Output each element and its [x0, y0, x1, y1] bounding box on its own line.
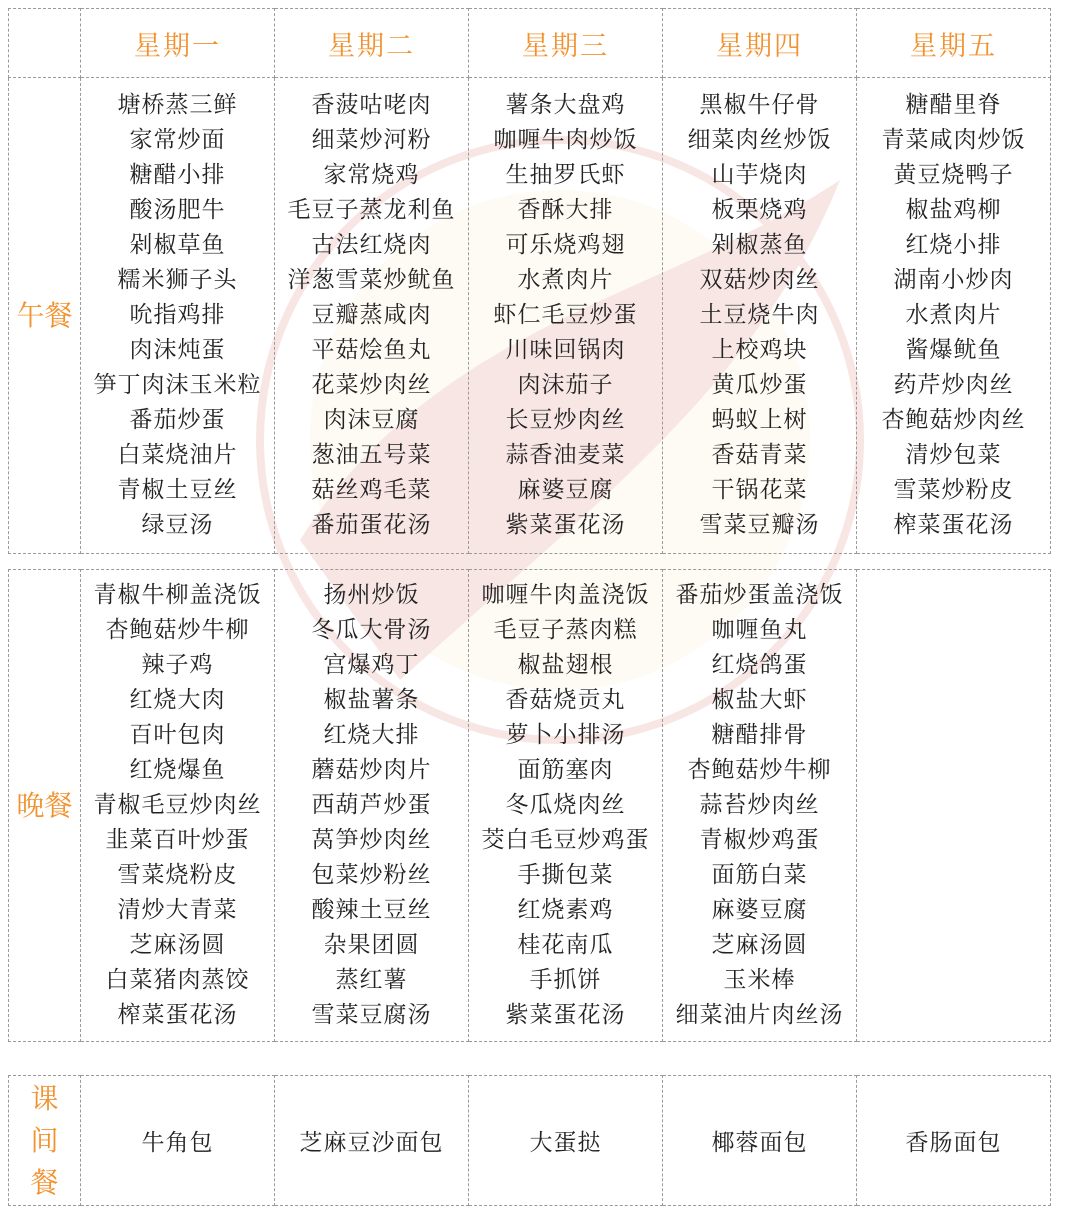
dish-item: 手撕包菜 [517, 862, 614, 888]
dish-item: 肉沫豆腐 [323, 407, 420, 433]
dish-item: 黄瓜炒蛋 [711, 372, 808, 398]
dish-item: 包菜炒粉丝 [311, 862, 432, 888]
dish-item: 芝麻汤圆 [129, 932, 226, 958]
dish-item: 紫菜蛋花汤 [505, 512, 626, 538]
day-header-row [9, 9, 1051, 78]
dish-item: 雪菜豆腐汤 [311, 1002, 432, 1028]
dish-item: 辣子鸡 [141, 652, 214, 678]
dish-item: 花菜炒肉丝 [311, 372, 432, 398]
dish-item: 绿豆汤 [141, 512, 214, 538]
header-corner [9, 9, 81, 78]
dish-item: 手抓饼 [529, 967, 602, 993]
dish-item: 红烧鸽蛋 [711, 652, 808, 678]
dish-item: 黄豆烧鸭子 [893, 162, 1014, 188]
dish-item: 椒盐鸡柳 [905, 197, 1002, 223]
dish-item: 麻婆豆腐 [711, 897, 808, 923]
dish-item: 清炒包菜 [905, 442, 1002, 468]
dish-item: 红烧大肉 [129, 687, 226, 713]
day-header-fri: 星期五 [857, 9, 1051, 78]
dish-item: 红烧小排 [905, 232, 1002, 258]
snack-thu: 椰蓉面包 [663, 1076, 857, 1206]
snack-row [9, 1076, 1051, 1206]
dish-item: 笋丁肉沫玉米粒 [93, 372, 262, 398]
dish-item: 香菇烧贡丸 [505, 687, 626, 713]
dish-item: 平菇烩鱼丸 [311, 337, 432, 363]
dish-item: 细菜油片肉丝汤 [675, 1002, 844, 1028]
lunch-mon [81, 78, 275, 554]
dish-item: 椒盐翅根 [517, 652, 614, 678]
dish-item: 吮指鸡排 [129, 302, 226, 328]
dish-item: 番茄蛋花汤 [311, 512, 432, 538]
dish-item: 双菇炒肉丝 [699, 267, 820, 293]
dish-item: 榨菜蛋花汤 [893, 512, 1014, 538]
dish-item: 可乐烧鸡翅 [505, 232, 626, 258]
dish-item: 韭菜百叶炒蛋 [105, 827, 250, 853]
day-header-thu: 星期四 [663, 9, 857, 78]
dish-item: 咖喱牛肉炒饭 [493, 127, 638, 153]
dish-item: 塘桥蒸三鲜 [117, 92, 238, 118]
dish-item: 豆瓣蒸咸肉 [311, 302, 432, 328]
dish-item: 黑椒牛仔骨 [699, 92, 820, 118]
snack-fri: 香肠面包 [857, 1076, 1051, 1206]
dish-item: 椒盐薯条 [323, 687, 420, 713]
dish-item: 青椒毛豆炒肉丝 [93, 792, 262, 818]
dish-item: 糖醋里脊 [905, 92, 1002, 118]
dish-item: 葱油五号菜 [311, 442, 432, 468]
dish-item: 虾仁毛豆炒蛋 [493, 302, 638, 328]
day-header-mon: 星期一 [81, 9, 275, 78]
dish-item: 椒盐大虾 [711, 687, 808, 713]
dish-item: 剁椒草鱼 [129, 232, 226, 258]
dish-item: 香酥大排 [517, 197, 614, 223]
dish-item: 长豆炒肉丝 [505, 407, 626, 433]
dish-item: 红烧素鸡 [517, 897, 614, 923]
dish-item: 冬瓜烧肉丝 [505, 792, 626, 818]
dinner-mon [81, 570, 275, 1042]
dish-item: 青椒炒鸡蛋 [699, 827, 820, 853]
snack-label-text: 课间餐 [30, 1081, 59, 1199]
dish-item: 蚂蚁上树 [711, 407, 808, 433]
dish-item: 川味回锅肉 [505, 337, 626, 363]
dish-item: 榨菜蛋花汤 [117, 1002, 238, 1028]
lunch-thu [663, 78, 857, 554]
dish-item: 白菜猪肉蒸饺 [105, 967, 250, 993]
dinner-tue [275, 570, 469, 1042]
dish-item: 红烧大排 [323, 722, 420, 748]
lunch-table [8, 8, 1051, 554]
dish-item: 杏鲍菇炒牛柳 [687, 757, 832, 783]
lunch-wed [469, 78, 663, 554]
dish-item: 肉沫茄子 [517, 372, 614, 398]
snack-mon: 牛角包 [81, 1076, 275, 1206]
dish-item: 水煮肉片 [517, 267, 614, 293]
snack-table [8, 1075, 1051, 1206]
dish-item: 青菜咸肉炒饭 [881, 127, 1026, 153]
dish-item: 干锅花菜 [711, 477, 808, 503]
day-header-wed: 星期三 [469, 9, 663, 78]
lunch-label: 午餐 [9, 78, 81, 554]
dish-item: 宫爆鸡丁 [323, 652, 420, 678]
dish-item: 肉沫炖蛋 [129, 337, 226, 363]
dish-item: 酱爆鱿鱼 [905, 337, 1002, 363]
dish-item: 青椒牛柳盖浇饭 [93, 582, 262, 608]
dish-item: 雪菜豆瓣汤 [699, 512, 820, 538]
snack-wed: 大蛋挞 [469, 1076, 663, 1206]
dish-item: 番茄炒蛋盖浇饭 [675, 582, 844, 608]
dish-item: 萝卜小排汤 [505, 722, 626, 748]
dish-item: 糖醋排骨 [711, 722, 808, 748]
dish-item: 百叶包肉 [129, 722, 226, 748]
dish-item: 香菠咕咾肉 [311, 92, 432, 118]
dish-item: 山芋烧肉 [711, 162, 808, 188]
dish-item: 水煮肉片 [905, 302, 1002, 328]
dish-item: 细菜肉丝炒饭 [687, 127, 832, 153]
dish-item: 蒜香油麦菜 [505, 442, 626, 468]
snack-label [9, 1076, 81, 1206]
dish-item: 蘑菇炒肉片 [311, 757, 432, 783]
dish-item: 青椒土豆丝 [117, 477, 238, 503]
dish-item: 杏鲍菇炒肉丝 [881, 407, 1026, 433]
dish-item: 雪菜炒粉皮 [893, 477, 1014, 503]
dish-item: 西葫芦炒蛋 [311, 792, 432, 818]
dish-item: 红烧爆鱼 [129, 757, 226, 783]
dish-item: 酸辣土豆丝 [311, 897, 432, 923]
dish-item: 冬瓜大骨汤 [311, 617, 432, 643]
dinner-wed [469, 570, 663, 1042]
dish-item: 毛豆子蒸肉糕 [493, 617, 638, 643]
dish-item: 杂果团圆 [323, 932, 420, 958]
dish-item: 茭白毛豆炒鸡蛋 [481, 827, 650, 853]
dish-item: 雪菜烧粉皮 [117, 862, 238, 888]
dish-item: 剁椒蒸鱼 [711, 232, 808, 258]
dish-item: 扬州炒饭 [323, 582, 420, 608]
dinner-label: 晚餐 [9, 570, 81, 1042]
day-header-tue: 星期二 [275, 9, 469, 78]
dish-item: 玉米棒 [723, 967, 796, 993]
dinner-table [8, 569, 1051, 1042]
snack-tue: 芝麻豆沙面包 [275, 1076, 469, 1206]
dish-item: 芝麻汤圆 [711, 932, 808, 958]
dish-item: 麻婆豆腐 [517, 477, 614, 503]
dish-item: 药芹炒肉丝 [893, 372, 1014, 398]
lunch-tue [275, 78, 469, 554]
dish-item: 蒜苔炒肉丝 [699, 792, 820, 818]
dish-item: 糯米狮子头 [117, 267, 238, 293]
dinner-fri [857, 570, 1051, 1042]
dish-item: 莴笋炒肉丝 [311, 827, 432, 853]
dinner-row [9, 570, 1051, 1042]
dish-item: 糖醋小排 [129, 162, 226, 188]
dish-item: 土豆烧牛肉 [699, 302, 820, 328]
dish-item: 菇丝鸡毛菜 [311, 477, 432, 503]
dish-item: 咖喱牛肉盖浇饭 [481, 582, 650, 608]
dish-item: 薯条大盘鸡 [505, 92, 626, 118]
dish-item: 番茄炒蛋 [129, 407, 226, 433]
dish-item: 洋葱雪菜炒鱿鱼 [287, 267, 456, 293]
dinner-thu [663, 570, 857, 1042]
dish-item: 毛豆子蒸龙利鱼 [287, 197, 456, 223]
dish-item: 酸汤肥牛 [129, 197, 226, 223]
lunch-row [9, 78, 1051, 554]
dish-item: 蒸红薯 [335, 967, 408, 993]
dish-item: 白菜烧油片 [117, 442, 238, 468]
dish-item: 家常炒面 [129, 127, 226, 153]
dish-item: 细菜炒河粉 [311, 127, 432, 153]
dish-item: 清炒大青菜 [117, 897, 238, 923]
lunch-fri [857, 78, 1051, 554]
dish-item: 杏鲍菇炒牛柳 [105, 617, 250, 643]
dish-item: 面筋白菜 [711, 862, 808, 888]
dish-item: 生抽罗氏虾 [505, 162, 626, 188]
dish-item: 面筋塞肉 [517, 757, 614, 783]
dish-item: 桂花南瓜 [517, 932, 614, 958]
dish-item: 家常烧鸡 [323, 162, 420, 188]
dish-item: 香菇青菜 [711, 442, 808, 468]
dish-item: 上校鸡块 [711, 337, 808, 363]
dish-item: 古法红烧肉 [311, 232, 432, 258]
dish-item: 板栗烧鸡 [711, 197, 808, 223]
dish-item: 紫菜蛋花汤 [505, 1002, 626, 1028]
dish-item: 咖喱鱼丸 [711, 617, 808, 643]
dish-item: 湖南小炒肉 [893, 267, 1014, 293]
